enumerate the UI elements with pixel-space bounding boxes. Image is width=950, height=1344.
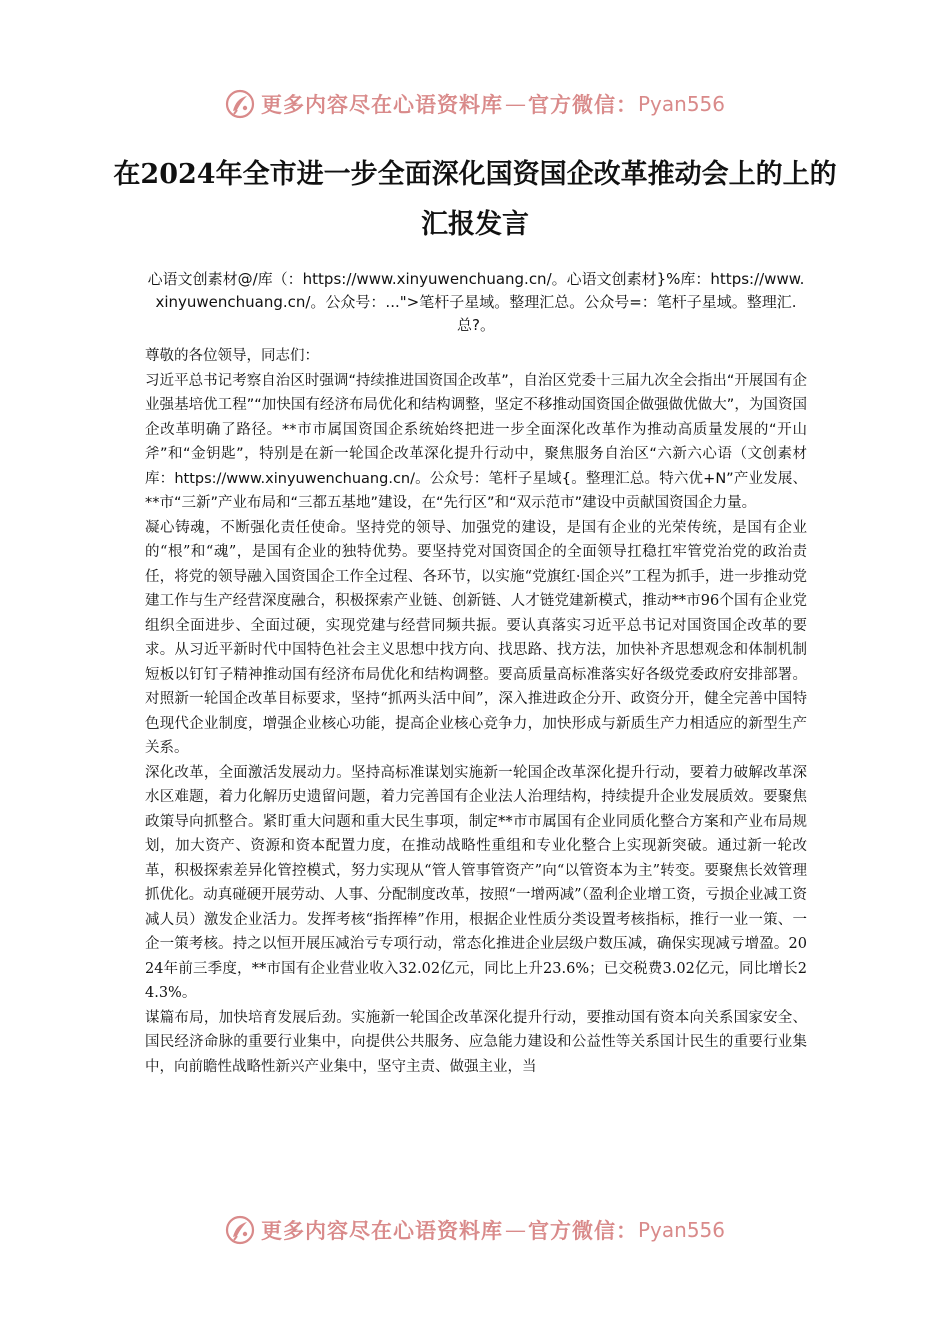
banner-separator: — — [504, 1218, 526, 1242]
banner-slogan: 更多内容尽在心语资料库 — [260, 92, 503, 117]
banner-wechat-label: 官方微信： — [527, 1218, 638, 1243]
body-paragraph: 习近平总书记考察自治区时强调“持续推进国资国企改革”，自治区党委十三届九次全会指出“开展国有企业强基培优工程”“加快国有经济布局优化和结构调整，坚定不移推动国资国企做强做优做大”，为国资国企改革明确了路径。**市市属国资国企系统始终把进一步全面深化改革作为推动高质量发展的“开山斧”和“金钥匙”，特别是在新一轮国企改革深化提升行动中，聚焦服务自治区“六新六心语（文创素材库：https://www.xinyuwenchuang.cn/。公众号：笔杆子星域{。整理汇总。特六优+N”产业发展、**市“三新”产业布局和“三都五基地”建设，在“先行区”和“双示范市”建设中贡献国资国企力量。 — [145, 372, 807, 511]
brand-logo-icon — [225, 1215, 255, 1245]
body-paragraph: 深化改革，全面激活发展动力。坚持高标准谋划实施新一轮国企改革深化提升行动，要着力破解改革深水区难题，着力化解历史遗留问题，着力完善国有企业法人治理结构，持续提升企业发展质效。要聚焦政策导向抓整合。紧盯重大问题和重大民生事项，制定**市市属国有企业同质化整合方案和产业布局规划，加大资产、资源和资本配置力度，在推动战略性重组和专业化整合上实现新突破。通过新一轮改革，积极探索差异化管控模式，努力实现从“管人管事管资产”向“以管资本为主”转变。要聚焦长效管理抓优化。动真碰硬开展劳动、人事、分配制度改革，按照“一增两减”（盈利企业增工资，亏损企业减工资减人员）激发企业活力。发挥考核“指挥棒”作用，根据企业性质分类设置考核指标，推行一业一策、一企一策考核。持之以恒开展压减治亏专项行动，常态化推进企业层级户数压减，确保实现减亏增盈。2024年前三季度，**市国有企业营业收入32.02亿元，同比上升23.6%；已交税费3.02亿元，同比增长24.3%。 — [145, 764, 807, 1001]
body-paragraph: 凝心铸魂，不断强化责任使命。坚持党的领导、加强党的建设，是国有企业的光荣传统，是国有企业的“根”和“魂”，是国有企业的独特优势。要坚持党对国资国企的全面领导扛稳扛牢管党治党的政治责任，将党的领导融入国资国企工作全过程、各环节，以实施“党旗红·国企兴”工程为抓手，进一步推动党建工作与生产经营深度融合，积极探索产业链、创新链、人才链党建新模式，推动**市96个国有企业党组织全面进步、全面过硬，实现党建与经营同频共振。要认真落实习近平总书记对国资国企改革的要求。从习近平新时代中国特色社会主义思想中找方向、找思路、找方法，加快补齐思想观念和体制机制短板以钉钉子精神推动国有经济布局优化和结构调整。要高质量高标准落实好各级党委政府安排部署。对照新一轮国企改革目标要求，坚持“抓两头活中间”，深入推进政企分开、政资分开，健全完善中国特色现代企业制度，增强企业核心功能，提高企业核心竞争力，加快形成与新质生产力相适应的新型生产关系。 — [145, 519, 807, 756]
document-title: 在2024年全市进一步全面深化国资国企改革推动会上的上的汇报发言 — [113, 159, 837, 240]
header-watermark-banner — [0, 82, 950, 126]
source-attribution: 心语文创素材@/库（：https://www.xinyuwenchuang.cn/。心语文创素材}%库：https://www.xinyuwenchuang.cn/。公众号：...">笔杆子星域。整理汇总。公众号=：笔杆子星域。整理汇.总?。 — [147, 270, 805, 334]
brand-logo-icon — [225, 89, 255, 119]
banner-slogan: 更多内容尽在心语资料库 — [260, 1218, 503, 1243]
banner-separator: — — [504, 92, 526, 116]
document-body — [145, 344, 807, 1079]
body-paragraph: 谋篇布局，加快培育发展后劲。实施新一轮国企改革深化提升行动，要推动国有资本向关系国家安全、国民经济命脉的重要行业集中，向提供公共服务、应急能力建设和公益性等关系国计民生的重要行业集中，向前瞻性战略性新兴产业集中，坚守主责、做强主业，当 — [145, 1009, 807, 1075]
banner-wechat-id: Pyan556 — [637, 1218, 725, 1242]
banner-wechat-id: Pyan556 — [637, 92, 725, 116]
banner-wechat-label: 官方微信： — [527, 92, 638, 117]
footer-watermark-banner — [0, 1208, 950, 1252]
salutation: 尊敬的各位领导，同志们： — [145, 348, 319, 364]
